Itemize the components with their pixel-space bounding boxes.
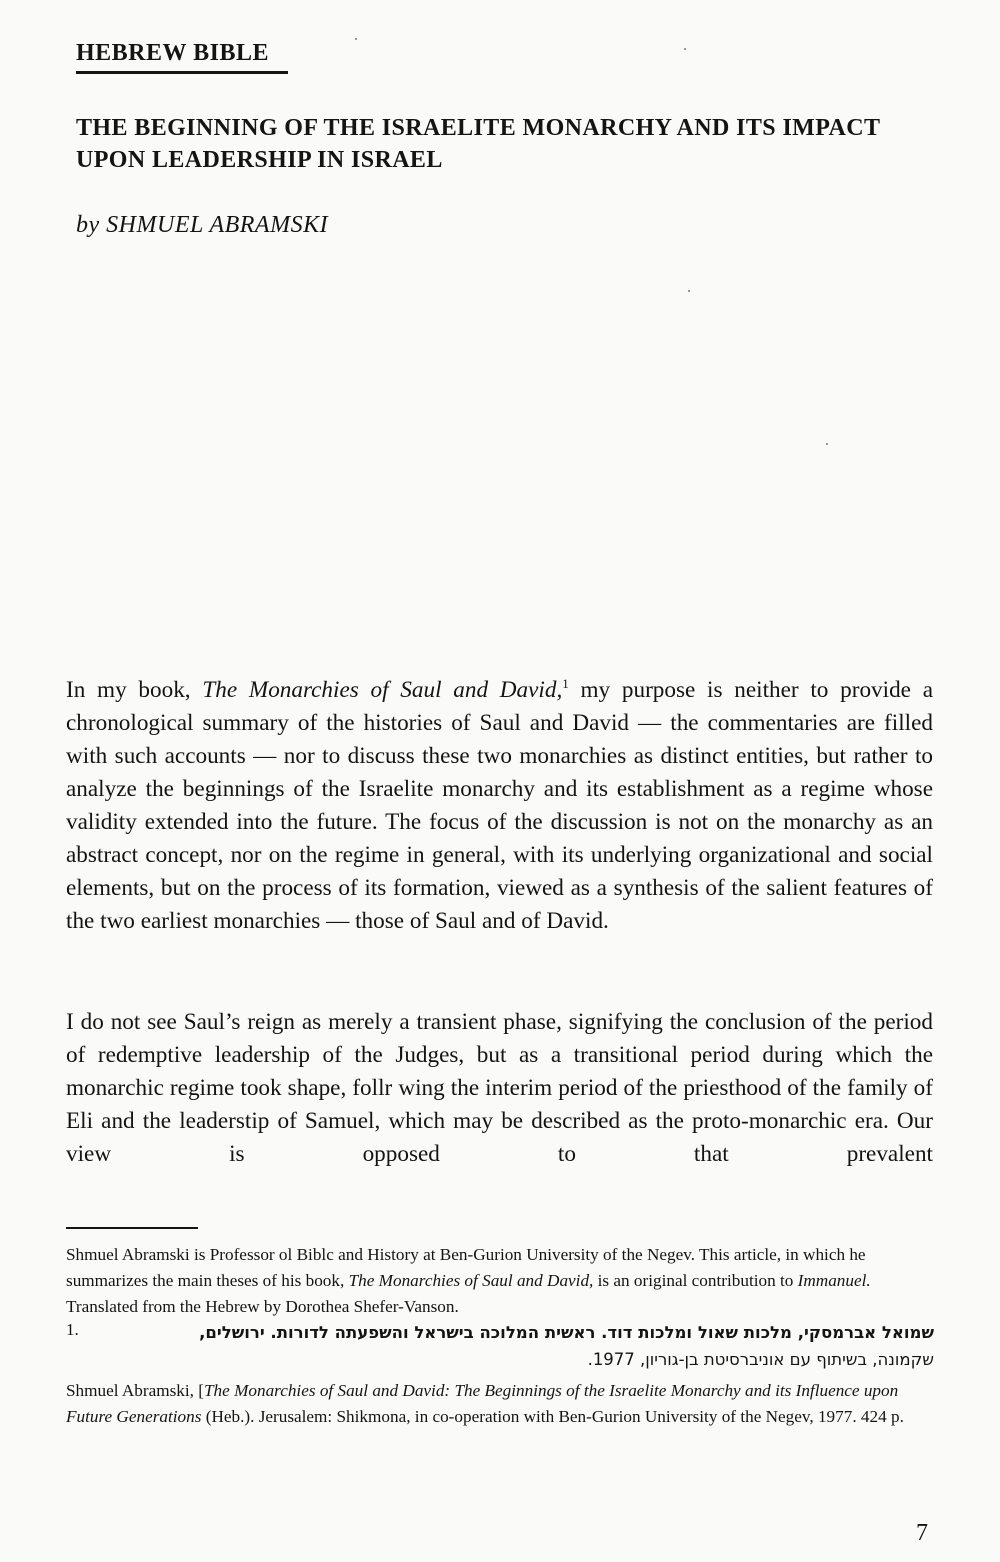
paper-speck <box>355 38 357 40</box>
author-note <box>66 1242 934 1320</box>
translation-credit: Translated from the Hebrew by Dorothea Shefer-Vanson. <box>66 1297 459 1316</box>
footnote-reference[interactable]: 1 <box>562 676 569 691</box>
byline-prefix: by <box>76 212 100 238</box>
paper-speck <box>826 443 828 445</box>
body-paragraph-2: I do not see Saul’s reign as merely a transient phase, signifying the conclusion of the period of redemptive leadership of the Judges, but as a transitional period during which the monarchic regime took shape, follr wing the interim period of the priesthood of the family of Eli and the leaderstip of Samuel, which may be described as the proto-monarchic era. Our view is opposed to that prevalent <box>66 1009 933 1167</box>
book-title: The Monarchies of Saul and David, <box>202 677 563 703</box>
article-title: THE BEGINNING OF THE ISRAELITE MONARCHY AND ITS IMPACT UPON LEADERSHIP IN ISRAEL <box>76 115 880 173</box>
author-note-book: The Monarchies of Saul and David, <box>348 1271 594 1290</box>
body-paragraph-1 <box>66 674 933 938</box>
footnote-hebrew-line-2: שקמונה, בשיתוף עם אוניברסיטת בן-גוריון, 1977. <box>587 1350 934 1369</box>
footnote-hebrew-line-1: שמואל אברמסקי, מלכות שאול ומלכות דוד. ראשית המלוכה בישראל והשפעתה לדורות. ירושלים, <box>199 1323 934 1342</box>
citation-author: Shmuel Abramski, [ <box>66 1381 204 1400</box>
byline <box>76 212 328 239</box>
section-heading-underline <box>76 71 288 74</box>
paper-speck <box>688 290 690 292</box>
paragraph-intro: In my book, <box>66 677 191 703</box>
paper-speck <box>684 48 686 50</box>
author-name: SHMUEL ABRAMSKI <box>106 212 329 238</box>
page-number: 7 <box>916 1520 928 1546</box>
citation-publication: (Heb.). Jerusalem: Shikmona, in co-operation with Ben-Gurion University of the Negev, 1977. 424 p. <box>205 1407 904 1426</box>
author-note-text: Shmuel Abramski is Professor ol Biblc and History at Ben-Gurion University of the Negev. This article, in which he summarizes the main theses of his book, <box>66 1245 866 1290</box>
journal-name: Immanuel. <box>797 1271 871 1290</box>
section-heading: HEBREW BIBLE <box>76 40 269 66</box>
citation-title: The Monarchies of Saul and David: The Beginnings of the Israelite Monarchy and its Influence upon Future Generations <box>66 1381 899 1426</box>
paragraph-text: my purpose is neither to provide a chronological summary of the histories of Saul and David — the commentaries are filled with such accounts — nor to discuss these two monarchies as distinct entities, but rather to analyze the beginnings of the Israelite monarchy and its establishment as a regime whose validity extended into the future. The focus of the discussion is not on the monarchy as an abstract concept, nor on the regime in general, with its underlying organizational and social elements, but on the process of its formation, viewed as a synthesis of the salient features of the two earliest monarchies — those of Saul and of David. <box>66 677 934 934</box>
footnote-number: 1. <box>66 1320 79 1339</box>
footnote-english-citation <box>66 1378 934 1430</box>
author-note-text-2: is an original contribution to <box>597 1271 794 1290</box>
footnote-divider <box>66 1227 198 1229</box>
